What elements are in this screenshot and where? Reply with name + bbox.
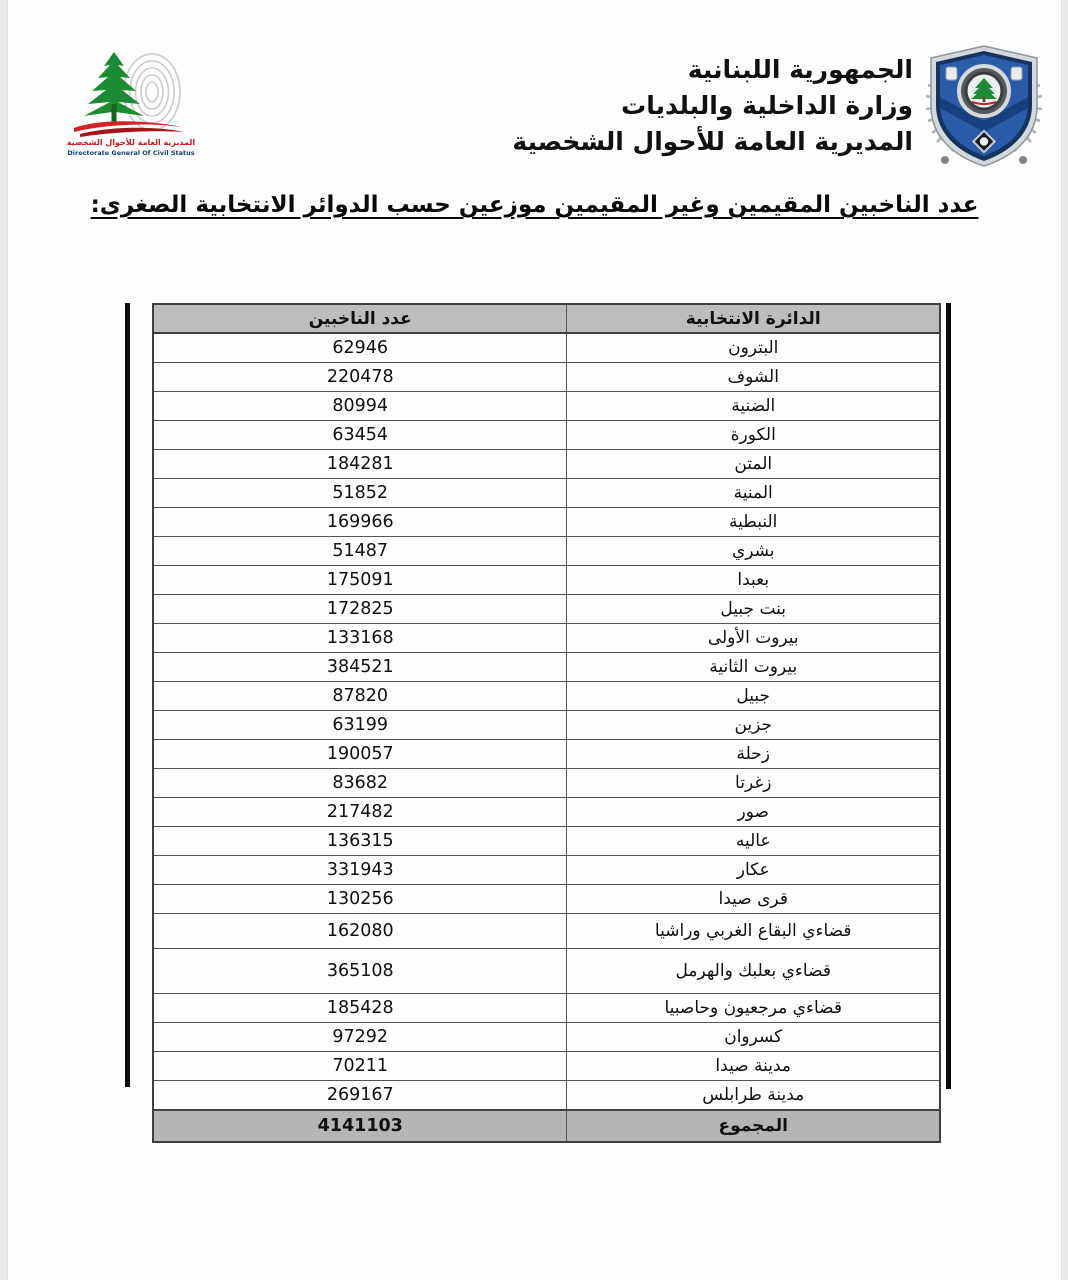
count-column-header: عدد الناخبين bbox=[153, 304, 567, 333]
republic-title: الجمهورية اللبنانية bbox=[687, 55, 913, 84]
district-cell: مدينة صيدا bbox=[567, 1052, 940, 1081]
district-cell: بيروت الأولى bbox=[567, 624, 940, 653]
left-margin-bar bbox=[125, 303, 130, 1087]
district-cell: قضاءي مرجعيون وحاصبيا bbox=[567, 994, 940, 1023]
count-cell: 169966 bbox=[153, 508, 567, 537]
count-cell: 365108 bbox=[153, 949, 567, 994]
count-cell: 172825 bbox=[153, 595, 567, 624]
district-cell: النبطية bbox=[567, 508, 940, 537]
count-cell: 130256 bbox=[153, 885, 567, 914]
count-cell: 87820 bbox=[153, 682, 567, 711]
total-row bbox=[153, 1110, 940, 1142]
table-row bbox=[153, 333, 940, 363]
table-row bbox=[153, 1052, 940, 1081]
count-cell: 184281 bbox=[153, 450, 567, 479]
ministry-crest-logo bbox=[923, 42, 1045, 172]
count-cell: 62946 bbox=[153, 333, 567, 363]
table-row bbox=[153, 914, 940, 949]
district-cell: زحلة bbox=[567, 740, 940, 769]
table-row bbox=[153, 769, 940, 798]
document-title: عدد الناخبين المقيمين وغير المقيمين موزعين حسب الدوائر الانتخابية الصغرى: bbox=[90, 192, 979, 218]
district-cell: جبيل bbox=[567, 682, 940, 711]
table-body bbox=[153, 333, 940, 1110]
table-row bbox=[153, 566, 940, 595]
table-row bbox=[153, 711, 940, 740]
count-cell: 80994 bbox=[153, 392, 567, 421]
count-cell: 51852 bbox=[153, 479, 567, 508]
district-cell: بنت جبيل bbox=[567, 595, 940, 624]
district-cell: عاليه bbox=[567, 827, 940, 856]
table-row bbox=[153, 1023, 940, 1052]
civil-status-logo-english-caption: Directorate General Of Civil Status bbox=[67, 149, 195, 157]
table-row bbox=[153, 450, 940, 479]
district-cell: كسروان bbox=[567, 1023, 940, 1052]
table-row bbox=[153, 363, 940, 392]
table-header bbox=[153, 304, 940, 333]
count-cell: 185428 bbox=[153, 994, 567, 1023]
district-cell: بعبدا bbox=[567, 566, 940, 595]
civil-status-logo bbox=[66, 50, 196, 172]
district-cell: بشري bbox=[567, 537, 940, 566]
district-cell: البترون bbox=[567, 333, 940, 363]
count-cell: 133168 bbox=[153, 624, 567, 653]
table-row bbox=[153, 595, 940, 624]
count-cell: 63199 bbox=[153, 711, 567, 740]
count-cell: 51487 bbox=[153, 537, 567, 566]
header-row bbox=[153, 304, 940, 333]
ministry-title: وزارة الداخلية والبلديات bbox=[621, 91, 913, 120]
count-cell: 83682 bbox=[153, 769, 567, 798]
count-cell: 220478 bbox=[153, 363, 567, 392]
table-row bbox=[153, 537, 940, 566]
count-cell: 97292 bbox=[153, 1023, 567, 1052]
table-row bbox=[153, 682, 940, 711]
district-cell: مدينة طرابلس bbox=[567, 1081, 940, 1111]
table-row bbox=[153, 798, 940, 827]
civil-status-logo-arabic-caption: المديرية العامة للأحوال الشخصية bbox=[66, 138, 196, 147]
district-cell: صور bbox=[567, 798, 940, 827]
district-cell: بيروت الثانية bbox=[567, 653, 940, 682]
count-cell: 70211 bbox=[153, 1052, 567, 1081]
count-cell: 384521 bbox=[153, 653, 567, 682]
voters-table bbox=[152, 303, 941, 1143]
count-cell: 175091 bbox=[153, 566, 567, 595]
district-column-header: الدائرة الانتخابية bbox=[567, 304, 940, 333]
table-row bbox=[153, 856, 940, 885]
table-row bbox=[153, 885, 940, 914]
table-row bbox=[153, 827, 940, 856]
count-cell: 162080 bbox=[153, 914, 567, 949]
count-cell: 217482 bbox=[153, 798, 567, 827]
shield-crest-icon bbox=[923, 42, 1045, 172]
district-cell: الكورة bbox=[567, 421, 940, 450]
table-row bbox=[153, 949, 940, 994]
page bbox=[7, 0, 1062, 1280]
district-cell: الضنية bbox=[567, 392, 940, 421]
district-cell: عكار bbox=[567, 856, 940, 885]
total-count-cell: 4141103 bbox=[153, 1110, 567, 1142]
district-cell: الشوف bbox=[567, 363, 940, 392]
district-cell: زغرتا bbox=[567, 769, 940, 798]
table-row bbox=[153, 624, 940, 653]
count-cell: 190057 bbox=[153, 740, 567, 769]
district-cell: المنية bbox=[567, 479, 940, 508]
district-cell: قضاءي البقاع الغربي وراشيا bbox=[567, 914, 940, 949]
count-cell: 136315 bbox=[153, 827, 567, 856]
table-row bbox=[153, 740, 940, 769]
district-cell: قرى صيدا bbox=[567, 885, 940, 914]
table-row bbox=[153, 479, 940, 508]
directorate-title: المديرية العامة للأحوال الشخصية bbox=[512, 127, 913, 156]
right-margin-bar bbox=[946, 303, 951, 1089]
count-cell: 63454 bbox=[153, 421, 567, 450]
table-row bbox=[153, 508, 940, 537]
district-cell: قضاءي بعلبك والهرمل bbox=[567, 949, 940, 994]
table-row bbox=[153, 994, 940, 1023]
table-row bbox=[153, 421, 940, 450]
table-row bbox=[153, 653, 940, 682]
table-footer bbox=[153, 1110, 940, 1142]
count-cell: 331943 bbox=[153, 856, 567, 885]
district-cell: المتن bbox=[567, 450, 940, 479]
table-row bbox=[153, 1081, 940, 1111]
cedar-fingerprint-icon bbox=[66, 50, 196, 138]
district-cell: جزين bbox=[567, 711, 940, 740]
count-cell: 269167 bbox=[153, 1081, 567, 1111]
total-label-cell: المجموع bbox=[567, 1110, 940, 1142]
table-row bbox=[153, 392, 940, 421]
ministry-header bbox=[493, 52, 913, 160]
